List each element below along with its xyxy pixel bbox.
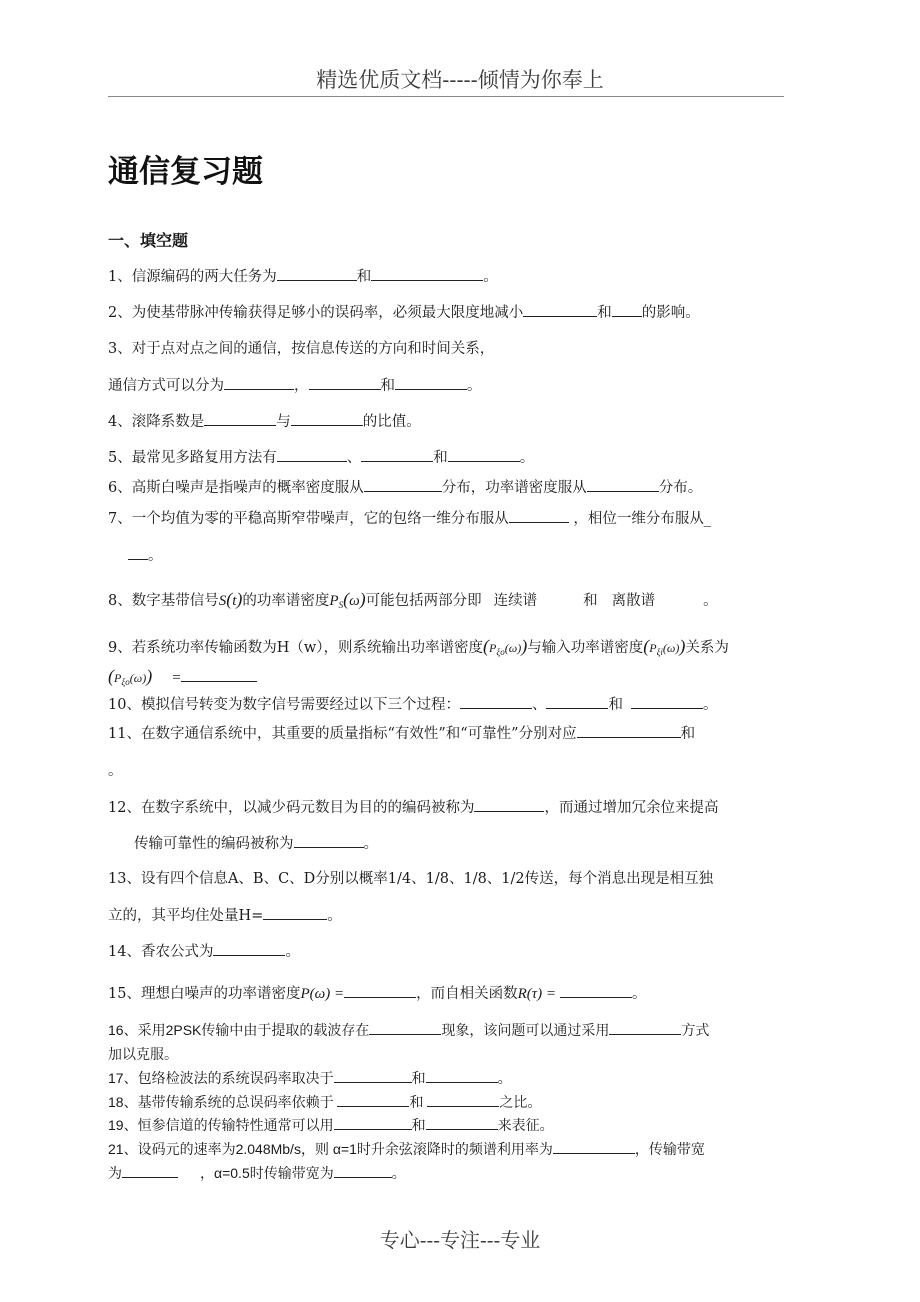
formula-p-in: $(P_{\xi i}(\omega))$ [643,636,686,657]
blank[interactable] [523,302,597,317]
formula-p-omega: P(ω) = [300,986,345,1002]
question-11-cont: 。 [108,763,123,779]
page-header: 精选优质文档-----倾情为你奉上 [316,68,604,92]
question-12-cont: 传输可靠性的编码被称为 。 [134,833,378,854]
question-12: 12、在数字系统中，以减少码元数目为目的的编码被称为 ，而通过增加冗余位来提高 [108,797,718,818]
blank[interactable] [294,833,364,848]
question-17: 17、包络检波法的系统误码率取决于 和 。 [108,1070,512,1086]
blank[interactable] [631,694,703,709]
blank[interactable] [427,1092,499,1107]
question-9-cont: $(P_{\xi o}(\omega))$ = [108,666,257,692]
question-16-cont: 加以克服。 [108,1046,178,1062]
question-3: 3、对于点对点之间的通信，按信息传送的方向和时间关系， [108,341,495,357]
blank[interactable] [577,723,681,738]
question-9: 9、若系统功率传输函数为H（w），则系统输出功率谱密度$(P_{\xi o}(\omega))$与输入功率谱密度$(P_{\xi i}(\omega))$关系为 [108,636,729,657]
blank[interactable] [334,1068,412,1083]
blank[interactable] [344,983,416,998]
blank[interactable] [460,694,532,709]
formula-r-tau: R(τ) = [517,986,556,1002]
blank[interactable] [334,1115,412,1130]
question-19: 19、恒参信道的传输特性通常可以用 和 来表征。 [108,1117,554,1133]
blank[interactable] [474,797,544,812]
blank[interactable] [395,375,467,390]
question-7: 7、一个均值为零的平稳高斯窄带噪声，它的包络一维分布服从 ，相位一维分布服从_ [108,508,711,529]
question-13: 13、设有四个信息A、B、C、D分别以概率1/4、1/8、1/8、1/2传送，每个消息出现是相互独 [108,871,714,887]
formula-ps-omega: $P_S(\omega)$ [329,589,366,610]
question-2: 2、为使基带脉冲传输获得足够小的误码率，必须最大限度地减小 和 的影响。 [108,302,700,323]
blank[interactable] [371,266,483,281]
question-6: 6、高斯白噪声是指噪声的概率密度服从 分布，功率谱密度服从 分布。 [108,477,702,498]
blank[interactable] [263,905,327,920]
formula-p-out-2: $(P_{\xi o}(\omega))$ [108,666,153,687]
question-13-cont: 立的，其平均住处量H= 。 [108,905,342,926]
formula-p-out: $(P_{\xi o}(\omega))$ [483,636,528,657]
blank[interactable] [128,545,148,560]
blank[interactable] [426,1068,498,1083]
question-10: 10、模拟信号转变为数字信号需要经过以下三个过程： 、 和 。 [108,694,717,715]
question-11: 11、在数字通信系统中，其重要的质量指标“有效性”和“可靠性”分别对应 和 [108,723,695,744]
section-heading: 一、填空题 [108,231,189,250]
blank[interactable] [426,1115,498,1130]
question-21-cont: 为 ，α=0.5时传输带宽为 。 [108,1165,406,1181]
blank[interactable] [612,302,642,317]
question-4: 4、滚降系数是 与 的比值。 [108,411,421,432]
blank[interactable] [337,1092,409,1107]
question-14: 14、香农公式为 。 [108,941,300,962]
blank[interactable] [309,375,381,390]
page-title: 通信复习题 [108,154,263,190]
question-21: 21、设码元的速率为2.048Mb/s，则 α=1时升余弦滚降时的频谱利用率为 ，传输带宽 [108,1141,705,1157]
blank[interactable] [334,1163,392,1178]
blank[interactable] [122,1163,178,1178]
question-8: 8、数字基带信号S(t)的功率谱密度$P_S(\omega)$可能包括两部分即 连续谱 和 离散谱 。 [108,589,718,610]
blank[interactable] [224,375,294,390]
question-3-cont: 通信方式可以分为 ， 和 。 [108,375,482,396]
blank[interactable] [546,694,608,709]
blank[interactable] [277,447,347,462]
blank[interactable] [560,983,632,998]
formula-s-t: S(t) [218,589,243,609]
blank[interactable] [213,941,285,956]
blank[interactable] [204,411,276,426]
question-16: 16、采用2PSK传输中由于提取的载波存在 现象，该问题可以通过采用 方式 [108,1022,710,1038]
blank[interactable] [587,477,659,492]
blank[interactable] [509,508,569,523]
question-7-cont: 。 [128,545,163,566]
question-15: 15、理想白噪声的功率谱密度P(ω) = ，而自相关函数R(τ) = 。 [108,983,646,1004]
blank[interactable] [369,1020,441,1035]
blank[interactable] [181,667,257,682]
question-18: 18、基带传输系统的总误码率依赖于 和 之比。 [108,1094,542,1110]
blank[interactable] [448,447,520,462]
question-5: 5、最常见多路复用方法有 、 和 。 [108,447,534,468]
blank[interactable] [277,266,357,281]
blank[interactable] [364,477,442,492]
question-1: 1、信源编码的两大任务为 和 。 [108,266,498,287]
header-rule [108,96,784,97]
blank[interactable] [609,1020,681,1035]
blank[interactable] [361,447,433,462]
page-footer: 专心---专注---专业 [379,1228,541,1252]
blank[interactable] [291,411,363,426]
blank[interactable] [553,1139,635,1154]
